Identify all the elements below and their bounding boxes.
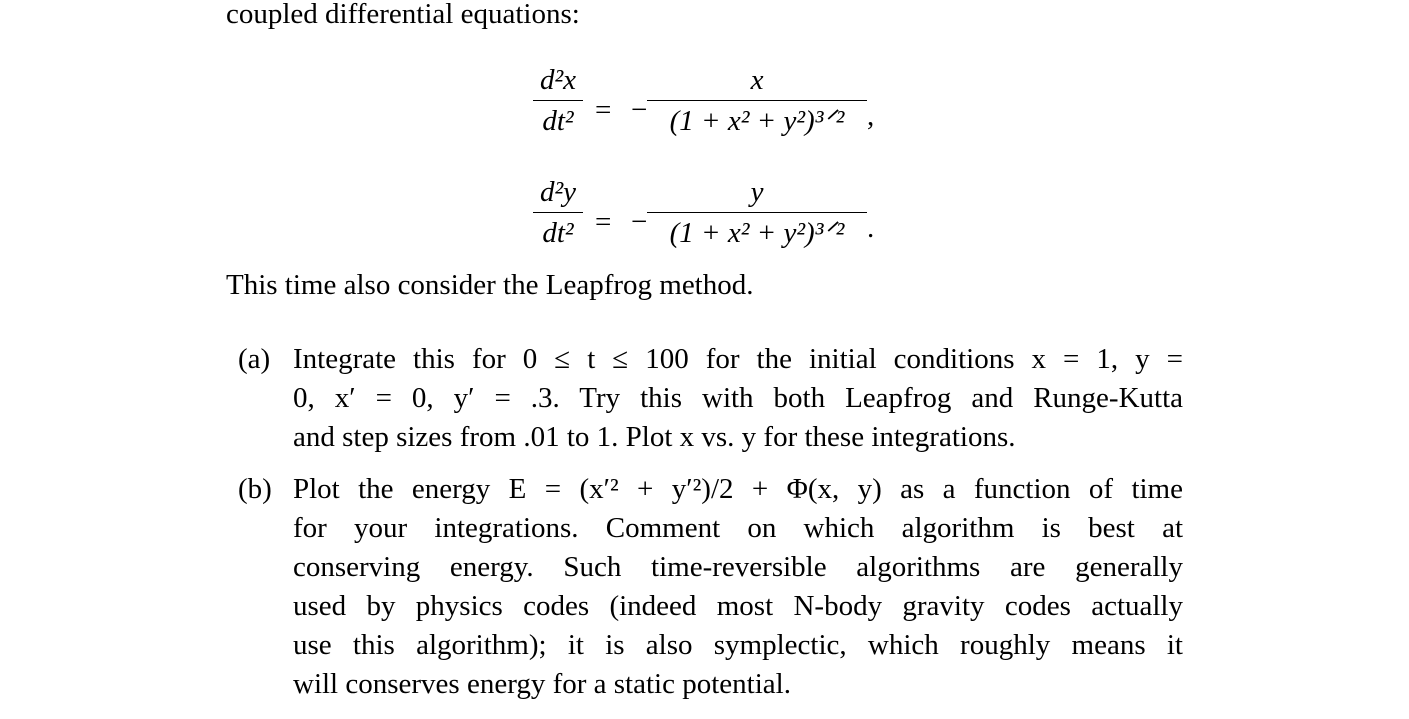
lhs-denominator: dt²	[542, 105, 574, 137]
equation-punctuation: .	[867, 212, 875, 244]
equation-y	[533, 178, 933, 258]
rhs-fraction	[647, 66, 867, 136]
rhs-denominator: (1 + x² + y²)³ᐟ²	[669, 217, 845, 249]
intro-text: coupled differential equations:	[226, 0, 580, 30]
item-line: 0, x′ = 0, y′ = .3. Try this with both Leapfrog and Runge-Kutta	[293, 382, 1183, 414]
item-line: will conserves energy for a static potential.	[293, 668, 791, 700]
item-line: Plot the energy E = (x′² + y′²)/2 + Φ(x, y) as a function of time	[293, 473, 1183, 505]
lhs-numerator: d²x	[539, 64, 577, 96]
minus-sign: −	[631, 206, 648, 238]
closing-text: This time also consider the Leapfrog method.	[226, 269, 754, 301]
lhs-denominator: dt²	[542, 217, 574, 249]
lhs-fraction	[533, 66, 583, 136]
item-line: use this algorithm); it is also symplectic, which roughly means it	[293, 629, 1183, 661]
fraction-bar	[647, 100, 867, 101]
equals-sign: =	[595, 206, 612, 238]
rhs-numerator: x	[750, 64, 764, 96]
item-body	[293, 340, 1183, 457]
item-line: used by physics codes (indeed most N-body gravity codes actually	[293, 590, 1183, 622]
equation-punctuation: ,	[867, 100, 875, 132]
item-line: conserving energy. Such time-reversible algorithms are generally	[293, 551, 1183, 583]
item-line: Integrate this for 0 ≤ t ≤ 100 for the initial conditions x = 1, y =	[293, 343, 1183, 375]
equals-sign: =	[595, 94, 612, 126]
item-label: (b)	[238, 473, 272, 505]
item-line: and step sizes from .01 to 1. Plot x vs. y for these integrations.	[293, 421, 1016, 453]
minus-sign: −	[631, 94, 648, 126]
lhs-numerator: d²y	[539, 176, 577, 208]
lhs-fraction	[533, 178, 583, 248]
rhs-fraction	[647, 178, 867, 248]
item-label: (a)	[238, 343, 271, 375]
rhs-numerator: y	[750, 176, 764, 208]
fraction-bar	[533, 100, 583, 101]
rhs-denominator: (1 + x² + y²)³ᐟ²	[669, 105, 845, 137]
fraction-bar	[647, 212, 867, 213]
equation-x	[533, 66, 933, 146]
item-body	[293, 470, 1183, 704]
item-line: for your integrations. Comment on which algorithm is best at	[293, 512, 1183, 544]
fraction-bar	[533, 212, 583, 213]
